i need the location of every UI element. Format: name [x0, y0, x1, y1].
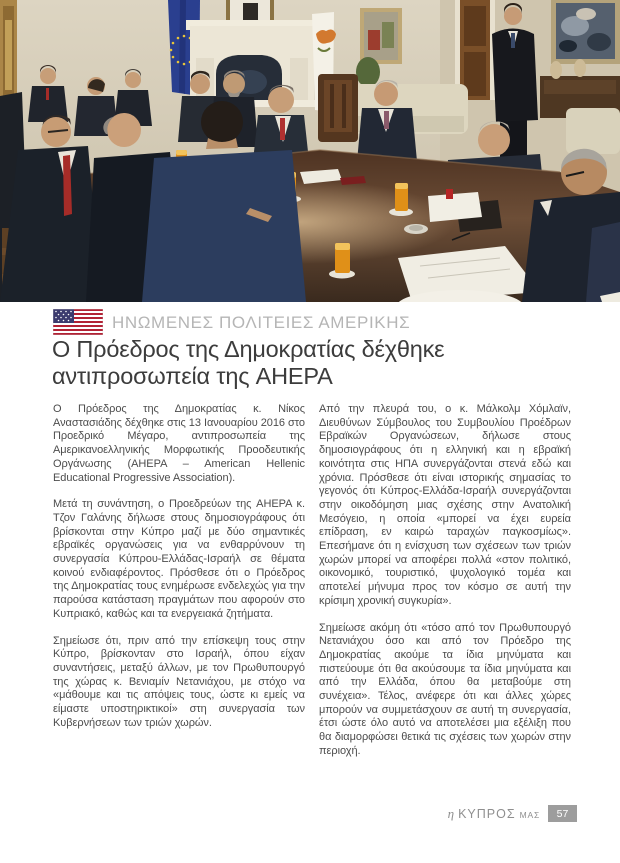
wood-chair: [318, 74, 358, 142]
bust: [550, 61, 562, 79]
paragraph: Σημείωσε ότι, πριν από την επίσκεψη τους στην Κύπρο, βρίσκονταν στο Ισραήλ, όπου είχαν συναντήσεις, μεταξύ άλλων, με τον Πρωθυπουργό της χώρας κ. Βενιαμίν Νετανιάχου, με στόχο να «μάθουμε και τις απόψεις τους, ώστε κι εμείς να είμαστε υποστηρικτικοί» στη συνεργασία των Κυβερνήσεων των τριών χωρών.: [53, 634, 305, 729]
paragraph: Από την πλευρά του, ο κ. Μάλκολμ Χόμλαϊν, Διευθύνων Σύμβουλος του Συμβουλίου Προέδρων Εβραϊκών Οργανώσεων, δήλωσε στους δημοσιογράφους ότι η ελληνική και η εβραϊκή κοινότητα στις ΗΠΑ συνεργάζονται στενά εδώ και χρόνια. Πρόσθεσε ότι είναι ιστορικής σημασίας το γεγονός ότι Κύπρος-Ελλάδα-Ισραήλ συνεργάζονται στην οικοδόμηση μιας σχέσης στην Ανατολική Μεσόγειο, η οποία «μπορεί να έχει ευρεία επίδραση, εν καιρώ ταραχών παγκοσμίως». Επεσήμανε ότι η ενίσχυση των σχέσεων των τριών χωρών μπορεί να αποφέρει πολλά «στον πολιτικό, οικονομικό, τουριστικό, ψυχολογικό τομέα και αποτελεί μήνυμα προς τον κόσμο σε αυτή την κρίσιμη χρονική συγκυρία».: [319, 403, 571, 607]
article-body: [53, 403, 571, 772]
paragraph: Σημείωσε ακόμη ότι «τόσο από τον Πρωθυπουργό Νετανιάχου όσο και από τον Πρόεδρο της Δημοκρατίας ακούμε τα ίδια μηνύματα και πιστεύουμε ότι θα ακούσουμε τα ίδια μηνύματα και από την Ελλάδα, όπου θα μεταβούμε στη συνέχεια». Τέλος, ανέφερε ότι και άλλες χώρες μπορούν να συμμετάσχουν σε αυτή τη συνεργασία, έτσι ώστε όλο αυτό να αποτελέσει μια εξέλιξη που θα διαμορφώσει θετικά τις σχέσεις των χωρών στην περιοχή.: [319, 621, 571, 757]
page-footer: [448, 805, 577, 822]
us-flag-icon: [53, 309, 103, 335]
section-header: [53, 309, 410, 335]
painting-mid: [360, 8, 402, 64]
bust: [574, 59, 586, 77]
article-title: Ο Πρόεδρος της Δημοκρατίας δέχθηκε αντιπροσωπεία της AHEPA: [52, 336, 445, 389]
left-column: [53, 403, 305, 772]
section-label: ΗΝΩΜΕΝΕΣ ΠΟΛΙΤΕΙΕΣ ΑΜΕΡΙΚΗΣ: [112, 313, 411, 332]
painting-right: [551, 0, 620, 64]
meeting-photo: [0, 0, 620, 302]
fireplace: [184, 20, 320, 107]
page-number: 57: [548, 805, 577, 822]
paragraph: Μετά τη συνάντηση, ο Προεδρεύων της AHEPA κ. Τζον Γαλάνης δήλωσε στους δημοσιογράφους ότι βρίσκονται στην Κύπρο μαζί με δύο σημαντικές εβραϊκές οργανώσεις για να ενθαρρύνουν τη συνεργασία Κύπρου-Ελλάδας-Ισραήλ σε θέματα κοινού ενδιαφέροντος. Πρόσθεσε ότι ο Πρόεδρος της Δημοκρατίας τους ενημέρωσε ενδελεχώς για την παρούσα κατάσταση πραγμάτων που αφορούν στο Κυπριακό, καθώς και τα ενεργειακά ζητήματα.: [53, 498, 305, 620]
magazine-prefix: η: [447, 805, 455, 821]
sofa-right: [566, 108, 620, 154]
paragraph: Ο Πρόεδρος της Δημοκρατίας κ. Νίκος Αναστασιάδης δέχθηκε στις 13 Ιανουαρίου 2016 στο Προεδρικό Μέγαρο, αντιπροσωπεία της Αμερικανοελληνικής Μορφωτικής Προοδευτικής Οργάνωσης (AHEPA – American Hellenic Educational Progressive Association).: [53, 403, 305, 484]
magazine-suffix: ΜΑΣ: [519, 809, 540, 820]
right-column: [319, 403, 571, 772]
magazine-name: ΚΥΠΡΟΣ: [458, 806, 516, 821]
